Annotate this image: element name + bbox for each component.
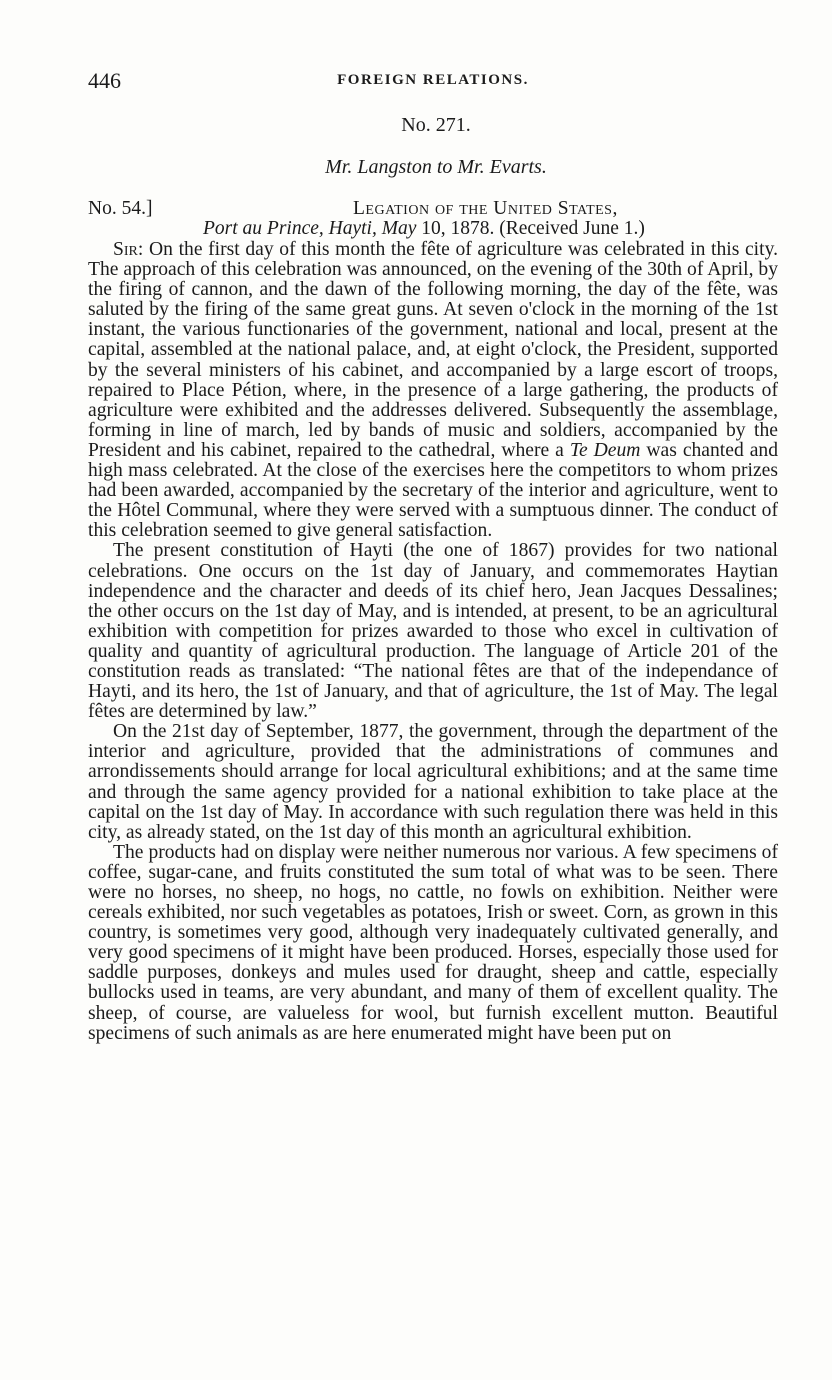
paragraph-1-text-a: : On the first day of this month the fête of agriculture was celebrated in this city. The approach of this celebration was announced, on the evening of the 30th of April, by the firing of cannon, and the dawn of the following morning, the day of the fête, was saluted by the firing of the same great guns. At seven o'clock in the morning of the 1st instant, the various functionaries of the government, national and local, present at the capital, assembled at the national palace, and, at eight o'clock, the President, supported by the several ministers of his cabinet, and accompanied by a large escort of troops, repaired to Place Pétion, where, in the presence of a large gathering, the products of agriculture were exhibited and the addresses delivered. Subsequently the assemblage, forming in line of march, led by bands of music and soldiers, accompanied by the President and his cabinet, repaired to the cathedral, where a [88, 239, 778, 461]
dateline-rest: 10, 1878. (Received June 1.) [416, 218, 645, 239]
document-number: No. 271. [401, 114, 471, 136]
dateline-month: May [381, 218, 417, 239]
page-number: 446 [88, 68, 121, 93]
dateline-place: Port au Prince, Hayti, [203, 218, 377, 239]
correspondents-heading: Mr. Langston to Mr. Evarts. [325, 156, 547, 178]
salutation: Sir [113, 239, 138, 260]
paragraph-2: The present constitution of Hayti (the one of 1867) provides for two national celebrations. One occurs on the 1st day of January, and commemorates Haytian independence and the character and deeds of its chief hero, Jean Jacques Dessalines; the other occurs on the 1st day of May, and is intended, at present, to be an agricultural exhibition with competition for prizes awarded to those who excel in cultivation of quality and quantity of agricultural production. The language of Article 201 of the constitution reads as translated: “The national fêtes are that of the independance of Hayti, and its hero, the 1st of January, and that of agriculture, the 1st of May. The legal fêtes are determined by law.” [88, 540, 778, 723]
paragraph-4: The products had on display were neither numerous nor various. A few specimens of coffee, sugar-cane, and fruits constituted the sum total of what was to be seen. There were no horses, no sheep, no hogs, no cattle, no fowls on exhibition. Neither were cereals exhibited, nor such vegetables as potatoes, Irish or sweet. Corn, as grown in this country, is sometimes very good, although very inadequately cultivated generally, and very good specimens of it might have been produced. Horses, especially those used for saddle purposes, donkeys and mules used for draught, sheep and cattle, especially bullocks used in teams, are very abundant, and many of them of excellent quality. The sheep, of course, are valueless for wool, but furnish excellent mutton. Beautiful specimens of such animals as are here enumerated might have been put on [88, 841, 778, 1044]
te-deum-italic: Te Deum [569, 439, 641, 461]
running-head: FOREIGN RELATIONS. [337, 72, 529, 88]
legation-heading: Legation of the United States, [353, 198, 618, 219]
page-header [88, 68, 778, 98]
paragraph-3: On the 21st day of September, 1877, the government, through the department of the interior and agriculture, provided that the administrations of communes and arrondissements should arrange for local agricultural exhibitions; and at the same time and through the same agency provided for a national exhibition to take place at the capital on the 1st day of May. In accordance with such regulation there was held in this city, as already stated, on the 1st day of this month an agricultural exhibition. [88, 721, 778, 843]
dispatch-number: No. 54.] [88, 198, 153, 219]
letter-body [88, 240, 778, 1044]
paragraph-1 [88, 240, 778, 541]
dateline [203, 218, 645, 240]
paragraph-1-text-b: was chanted and high mass celebrated. At the close of the exercises here the competitors to whom prizes had been awarded, accompanied by the secretary of the interior and agriculture, went to the Hôtel Communal, where they were served with a sumptuous dinner. The conduct of this celebration seemed to give general satisfaction. [88, 439, 778, 542]
